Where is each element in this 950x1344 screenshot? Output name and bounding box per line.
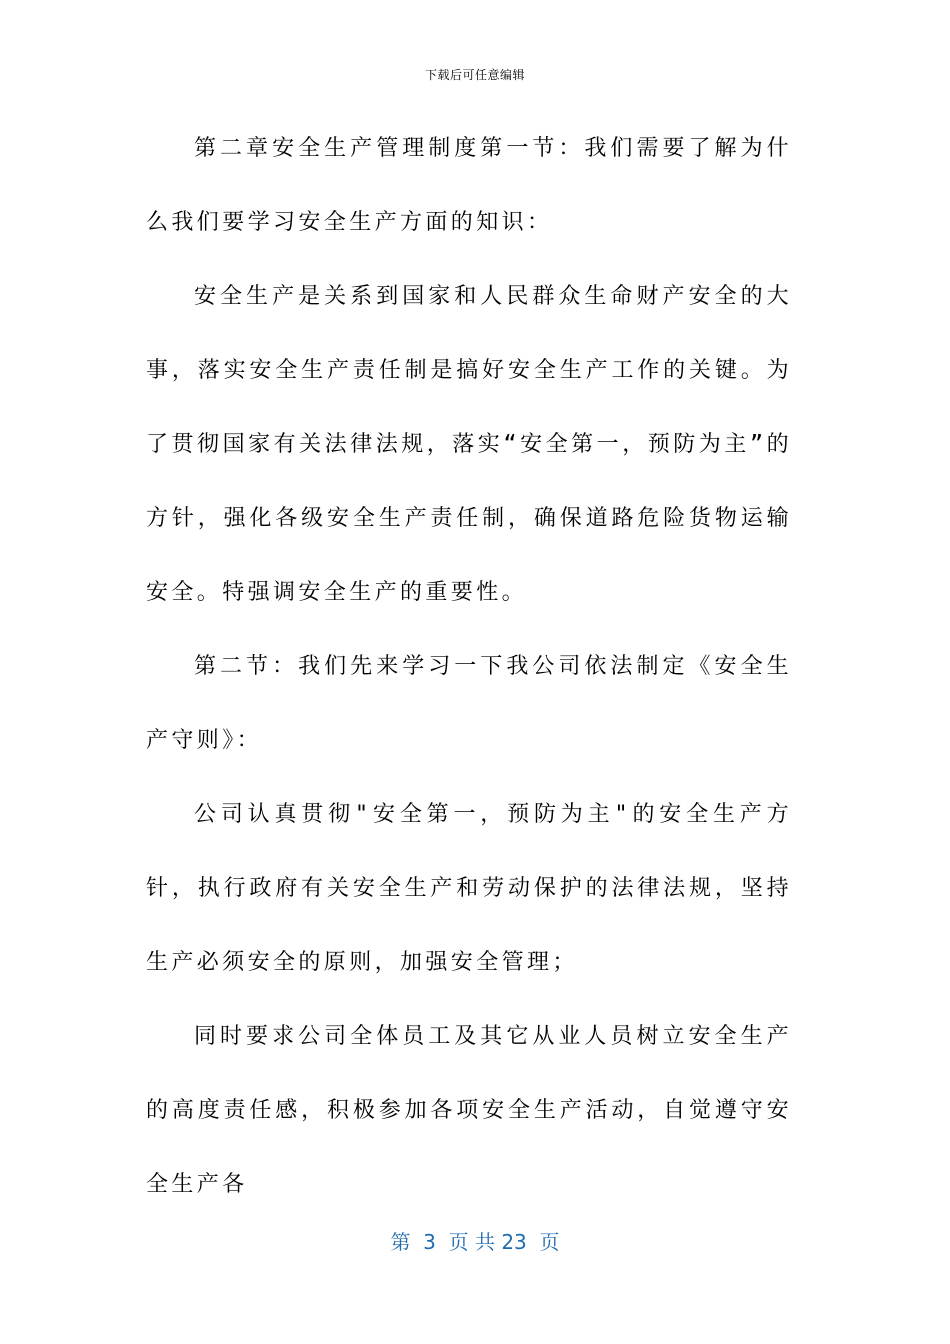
paragraph-4: 公司认真贯彻"安全第一，预防为主"的安全生产方针，执行政府有关安全生产和劳动保护的法律法规，坚持生产必须安全的原则，加强安全管理； (146, 802, 792, 975)
paragraph-3: 第二节：我们先来学习一下我公司依法制定《安全生产守则》： (146, 654, 792, 753)
page-number-footer: 第 3 页 共 23 页 (390, 1230, 560, 1254)
document-body (146, 112, 792, 1222)
paragraph-2: 安全生产是关系到国家和人民群众生命财产安全的大事，落实安全生产责任制是搞好安全生产工作的关键。为了贯彻国家有关法律法规，落实“安全第一，预防为主”的方针，强化各级安全生产责任制，确保道路危险货物运输安全。特强调安全生产的重要性。 (146, 284, 792, 605)
page-header-note: 下载后可任意编辑 (424, 68, 525, 82)
paragraph-5: 同时要求公司全体员工及其它从业人员树立安全生产的高度责任感，积极参加各项安全生产活动，自觉遵守安全生产各 (146, 1024, 792, 1197)
paragraph-1: 第二章安全生产管理制度第一节：我们需要了解为什么我们要学习安全生产方面的知识： (146, 136, 792, 235)
